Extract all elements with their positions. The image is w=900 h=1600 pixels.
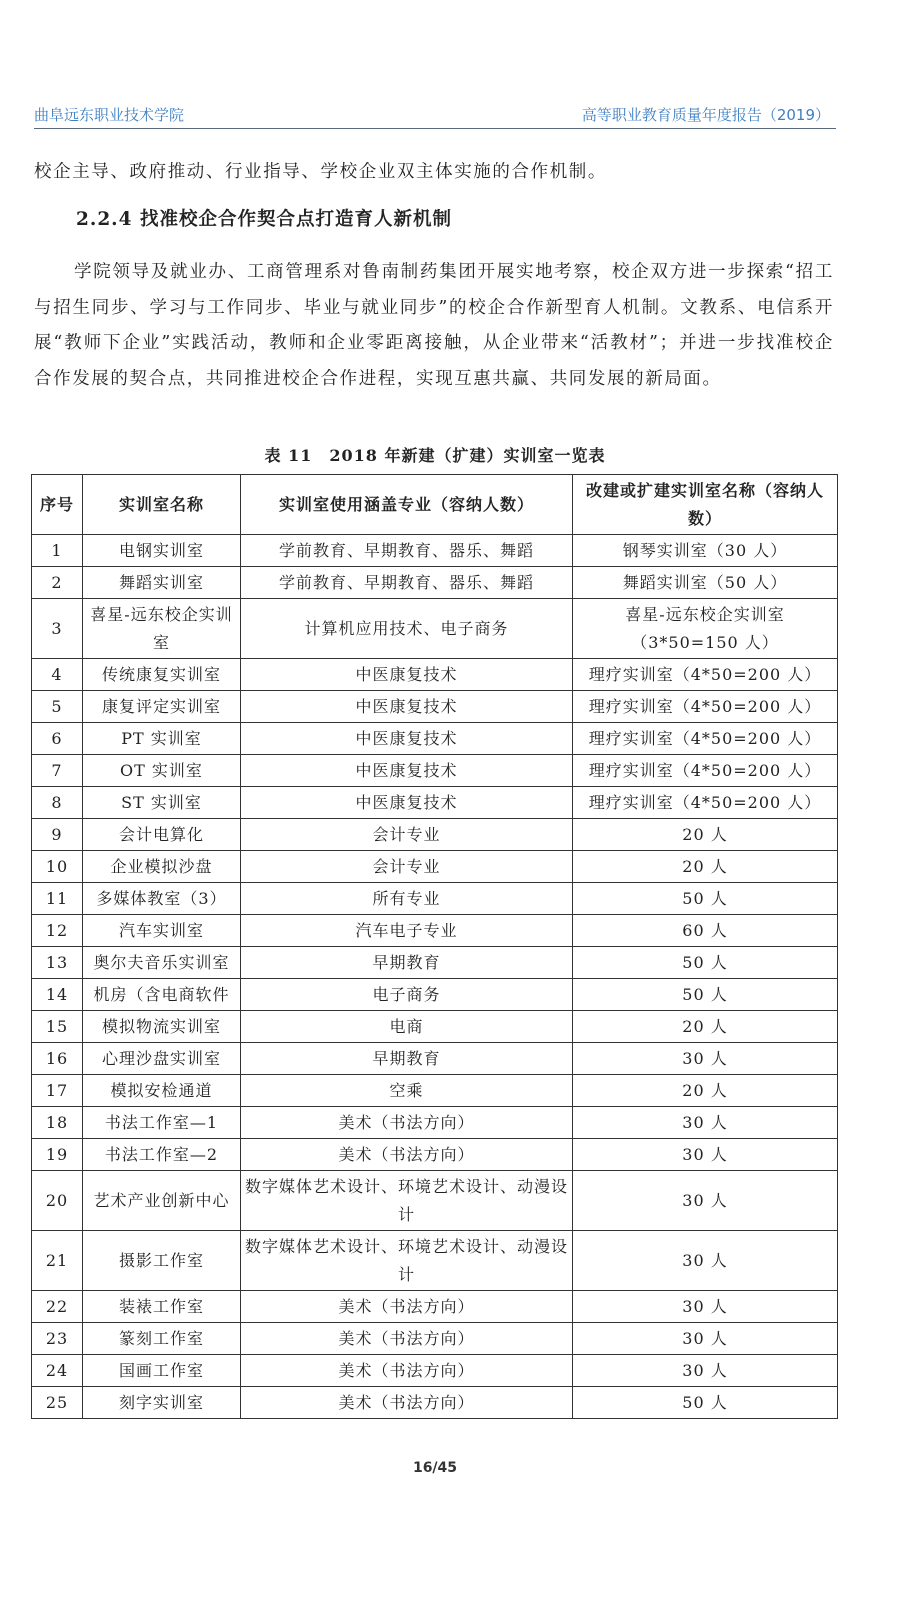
cell-room-name: 康复评定实训室	[83, 691, 241, 723]
cell-majors: 数字媒体艺术设计、环境艺术设计、动漫设计	[241, 1231, 573, 1291]
cell-renovated-room: 舞蹈实训室（50 人）	[573, 567, 838, 599]
cell-majors: 中医康复技术	[241, 659, 573, 691]
cell-majors: 美术（书法方向）	[241, 1323, 573, 1355]
cell-renovated-room: 50 人	[573, 947, 838, 979]
cell-majors: 美术（书法方向）	[241, 1291, 573, 1323]
cell-room-name: 会计电算化	[83, 819, 241, 851]
table-header-row	[32, 475, 838, 535]
cell-renovated-room: 钢琴实训室（30 人）	[573, 535, 838, 567]
cell-renovated-room: 50 人	[573, 1387, 838, 1419]
cell-room-name: 模拟安检通道	[83, 1075, 241, 1107]
cell-index: 19	[32, 1139, 83, 1171]
cell-room-name: 喜星-远东校企实训室	[83, 599, 241, 659]
cell-room-name: 艺术产业创新中心	[83, 1171, 241, 1231]
cell-index: 21	[32, 1231, 83, 1291]
cell-room-name: 篆刻工作室	[83, 1323, 241, 1355]
cell-index: 15	[32, 1011, 83, 1043]
cell-majors: 中医康复技术	[241, 787, 573, 819]
table-row	[32, 567, 838, 599]
cell-index: 16	[32, 1043, 83, 1075]
cell-majors: 中医康复技术	[241, 755, 573, 787]
section-title: 2.2.4 找准校企合作契合点打造育人新机制	[76, 209, 452, 230]
cell-renovated-room: 50 人	[573, 979, 838, 1011]
cell-room-name: 舞蹈实训室	[83, 567, 241, 599]
cell-majors: 早期教育	[241, 947, 573, 979]
paragraph-2: 学院领导及就业办、工商管理系对鲁南制药集团开展实地考察，校企双方进一步探索“招工与招生同步、学习与工作同步、毕业与就业同步”的校企合作新型育人机制。文教系、电信系开展“教师下企业”实践活动，教师和企业零距离接触，从企业带来“活教材”；并进一步找准校企合作发展的契合点，共同推进校企合作进程，实现互惠共赢、共同发展的新局面。	[34, 262, 834, 389]
header-institution: 曲阜远东职业技术学院	[34, 106, 185, 124]
cell-renovated-room: 理疗实训室（4*50=200 人）	[573, 755, 838, 787]
cell-room-name: ST 实训室	[83, 787, 241, 819]
table-row	[32, 883, 838, 915]
cell-room-name: 奥尔夫音乐实训室	[83, 947, 241, 979]
cell-renovated-room: 30 人	[573, 1043, 838, 1075]
cell-majors: 会计专业	[241, 851, 573, 883]
cell-room-name: 书法工作室—2	[83, 1139, 241, 1171]
cell-index: 11	[32, 883, 83, 915]
cell-renovated-room: 30 人	[573, 1355, 838, 1387]
cell-majors: 数字媒体艺术设计、环境艺术设计、动漫设计	[241, 1171, 573, 1231]
table-row	[32, 1323, 838, 1355]
cell-majors: 美术（书法方向）	[241, 1107, 573, 1139]
header-majors: 实训室使用涵盖专业（容纳人数）	[241, 475, 573, 535]
cell-index: 24	[32, 1355, 83, 1387]
header-index: 序号	[32, 475, 83, 535]
cell-renovated-room: 30 人	[573, 1291, 838, 1323]
table-row	[32, 535, 838, 567]
cell-room-name: 传统康复实训室	[83, 659, 241, 691]
cell-room-name: 机房（含电商软件	[83, 979, 241, 1011]
cell-renovated-room: 20 人	[573, 1011, 838, 1043]
cell-renovated-room: 30 人	[573, 1107, 838, 1139]
page-header	[34, 102, 836, 129]
cell-index: 22	[32, 1291, 83, 1323]
table-row	[32, 1043, 838, 1075]
cell-room-name: 汽车实训室	[83, 915, 241, 947]
cell-renovated-room: 30 人	[573, 1139, 838, 1171]
cell-majors: 会计专业	[241, 819, 573, 851]
table-row	[32, 851, 838, 883]
header-report-title: 高等职业教育质量年度报告（2019）	[581, 106, 830, 124]
table-row	[32, 1107, 838, 1139]
table-row	[32, 1291, 838, 1323]
cell-renovated-room: 理疗实训室（4*50=200 人）	[573, 691, 838, 723]
cell-index: 18	[32, 1107, 83, 1139]
table-row	[32, 787, 838, 819]
cell-renovated-room: 60 人	[573, 915, 838, 947]
cell-index: 20	[32, 1171, 83, 1231]
cell-majors: 计算机应用技术、电子商务	[241, 599, 573, 659]
table-caption: 表 11 2018 年新建（扩建）实训室一览表	[264, 446, 606, 465]
cell-majors: 中医康复技术	[241, 723, 573, 755]
table-row	[32, 1011, 838, 1043]
cell-room-name: 书法工作室—1	[83, 1107, 241, 1139]
cell-room-name: 刻字实训室	[83, 1387, 241, 1419]
cell-room-name: 摄影工作室	[83, 1231, 241, 1291]
table-row	[32, 1387, 838, 1419]
cell-index: 17	[32, 1075, 83, 1107]
cell-index: 4	[32, 659, 83, 691]
table-row	[32, 1139, 838, 1171]
cell-majors: 电子商务	[241, 979, 573, 1011]
cell-majors: 所有专业	[241, 883, 573, 915]
cell-renovated-room: 30 人	[573, 1323, 838, 1355]
cell-majors: 中医康复技术	[241, 691, 573, 723]
cell-majors: 学前教育、早期教育、器乐、舞蹈	[241, 567, 573, 599]
cell-renovated-room: 30 人	[573, 1171, 838, 1231]
cell-room-name: 电钢实训室	[83, 535, 241, 567]
page-number: 16/45	[412, 1460, 458, 1476]
cell-renovated-room: 20 人	[573, 851, 838, 883]
cell-renovated-room: 20 人	[573, 1075, 838, 1107]
cell-majors: 汽车电子专业	[241, 915, 573, 947]
cell-index: 25	[32, 1387, 83, 1419]
table-row	[32, 915, 838, 947]
cell-renovated-room: 理疗实训室（4*50=200 人）	[573, 723, 838, 755]
table-row	[32, 979, 838, 1011]
table-row	[32, 1171, 838, 1231]
cell-renovated-room: 20 人	[573, 819, 838, 851]
cell-index: 10	[32, 851, 83, 883]
cell-majors: 学前教育、早期教育、器乐、舞蹈	[241, 535, 573, 567]
cell-index: 12	[32, 915, 83, 947]
cell-index: 2	[32, 567, 83, 599]
cell-room-name: PT 实训室	[83, 723, 241, 755]
cell-index: 6	[32, 723, 83, 755]
paragraph-1: 校企主导、政府推动、行业指导、学校企业双主体实施的合作机制。	[34, 162, 607, 182]
table-row	[32, 819, 838, 851]
header-room-name: 实训室名称	[83, 475, 241, 535]
header-renovated-room: 改建或扩建实训室名称（容纳人数）	[573, 475, 838, 535]
cell-room-name: 装裱工作室	[83, 1291, 241, 1323]
cell-index: 8	[32, 787, 83, 819]
cell-index: 7	[32, 755, 83, 787]
cell-index: 9	[32, 819, 83, 851]
cell-majors: 美术（书法方向）	[241, 1387, 573, 1419]
cell-room-name: 心理沙盘实训室	[83, 1043, 241, 1075]
cell-index: 14	[32, 979, 83, 1011]
cell-renovated-room: 理疗实训室（4*50=200 人）	[573, 659, 838, 691]
cell-room-name: 多媒体教室（3）	[83, 883, 241, 915]
cell-room-name: 模拟物流实训室	[83, 1011, 241, 1043]
cell-renovated-room: 喜星-远东校企实训室（3*50=150 人）	[573, 599, 838, 659]
cell-index: 5	[32, 691, 83, 723]
table-row	[32, 1075, 838, 1107]
table-row	[32, 599, 838, 659]
table-row	[32, 1231, 838, 1291]
table-row	[32, 1355, 838, 1387]
training-room-table	[31, 474, 838, 1419]
table-row	[32, 659, 838, 691]
cell-index: 1	[32, 535, 83, 567]
table-row	[32, 755, 838, 787]
cell-majors: 空乘	[241, 1075, 573, 1107]
cell-index: 13	[32, 947, 83, 979]
cell-index: 3	[32, 599, 83, 659]
cell-index: 23	[32, 1323, 83, 1355]
cell-majors: 美术（书法方向）	[241, 1139, 573, 1171]
cell-majors: 美术（书法方向）	[241, 1355, 573, 1387]
cell-renovated-room: 理疗实训室（4*50=200 人）	[573, 787, 838, 819]
table-row	[32, 691, 838, 723]
table-row	[32, 723, 838, 755]
cell-majors: 电商	[241, 1011, 573, 1043]
cell-room-name: 企业模拟沙盘	[83, 851, 241, 883]
cell-room-name: OT 实训室	[83, 755, 241, 787]
table-row	[32, 947, 838, 979]
cell-renovated-room: 30 人	[573, 1231, 838, 1291]
cell-renovated-room: 50 人	[573, 883, 838, 915]
table-body	[32, 535, 838, 1419]
cell-majors: 早期教育	[241, 1043, 573, 1075]
cell-room-name: 国画工作室	[83, 1355, 241, 1387]
